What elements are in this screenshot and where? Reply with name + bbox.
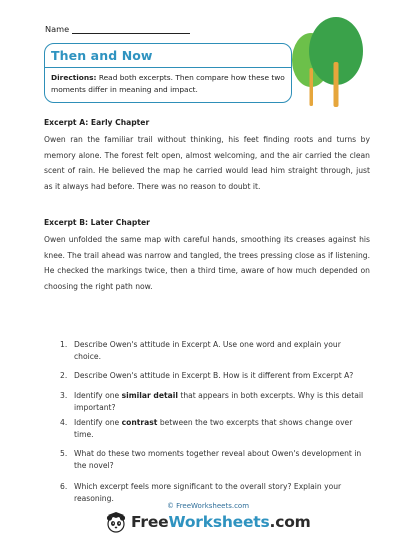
title-box: [44, 43, 292, 103]
question-item: 3. Identify one similar detail that appears in both excerpts. Why is this detail important?: [60, 391, 364, 413]
site-logo: [104, 511, 316, 533]
question-item: 2. Describe Owen's attitude in Excerpt B. How is it different from Excerpt A?: [60, 371, 354, 380]
directions: [51, 72, 287, 95]
directions-text: Read both excerpts. Then compare how these two moments differ in meaning and impact.: [51, 73, 285, 94]
question-item: 1. Describe Owen's attitude in Excerpt A. Use one word and explain your choice.: [60, 340, 341, 362]
name-label: Name: [45, 24, 70, 34]
excerpt-b-heading: Excerpt B: Later Chapter: [44, 218, 150, 227]
excerpt-b-text: Owen unfolded the same map with careful hands, smoothing its creases against his knee. The trail ahead was narrow and tangled, the trees pressing close as if listening. He checked the markings twice, then a third time, aware of how much depended on choosing the right path now.: [44, 235, 370, 291]
name-field: [45, 24, 190, 34]
large-tree-icon: [309, 17, 363, 107]
question-item: 4. Identify one contrast between the two excerpts that shows change over time.: [60, 418, 353, 440]
name-blank-line[interactable]: [72, 25, 190, 34]
trees-illustration: [276, 16, 380, 108]
page-title: Then and Now: [51, 48, 153, 63]
logo-text: FreeWorksheets.com: [131, 513, 311, 531]
question-item: 6. Which excerpt feels more significant to the overall story? Explain your reasoning.: [60, 482, 342, 504]
footer-copyright: © FreeWorksheets.com: [166, 502, 250, 510]
excerpt-a-text: Owen ran the familiar trail without thinking, his feet finding roots and turns by memory alone. The forest felt open, almost welcoming, and the air carried the clean scent of rain. He believed the map he carried would lead him straight through, just as it always had before. There was no reason to doubt it.: [44, 135, 370, 191]
question-item: 5. What do these two moments together reveal about Owen's development in the novel?: [60, 449, 362, 471]
excerpt-a-heading: Excerpt A: Early Chapter: [44, 118, 150, 127]
panda-mascot-icon: [104, 511, 128, 533]
title-divider: [45, 67, 291, 68]
directions-label: Directions:: [51, 73, 97, 82]
